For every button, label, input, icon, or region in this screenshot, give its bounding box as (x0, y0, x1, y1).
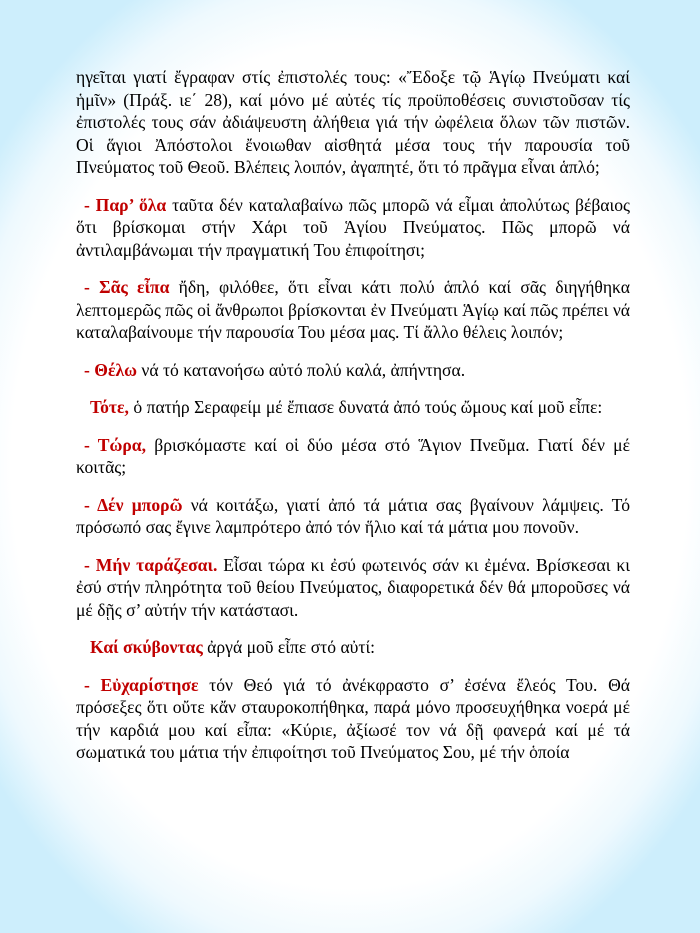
paragraph-3 (76, 276, 630, 344)
paragraph-text: ταῦτα δέν καταλαβαίνω πῶς μπορῶ νά εἶμαι ἀπολύτως βέβαιος ὅτι βρίσκομαι στήν Χάρι τοῦ Ἁγίου Πνεύματος. Πῶς μπορῶ νά ἀντιλαμβάνωμαι τήν πραγματική Του ἐπιφοίτησι; (76, 194, 631, 260)
paragraph-lead: - Τώρα, (84, 434, 147, 455)
paragraph-10 (76, 674, 630, 764)
paragraph-lead: - Σᾶς εἶπα (84, 277, 170, 297)
paragraph-4 (76, 359, 630, 382)
paragraph-2 (76, 194, 630, 262)
paragraph-lead: - Θέλω (84, 359, 137, 380)
paragraph-text: νά τό κατανοήσω αὐτό πολύ καλά, ἀπήντησα. (136, 359, 466, 380)
paragraph-lead: Τότε, (90, 397, 129, 417)
paragraph-lead: - Δέν μπορῶ (84, 494, 183, 515)
paragraph-text: βρισκόμαστε καί οἱ δύο μέσα στό Ἅγιον Πνεῦμα. Γιατί δέν μέ κοιτᾶς; (76, 434, 631, 477)
paragraph-lead: - Παρ’ ὅλα (84, 194, 167, 215)
paragraph-7 (76, 494, 630, 539)
paragraph-lead: Καί σκύβοντας (90, 637, 203, 657)
paragraph-text: ηγεῖται γιατί ἔγραφαν στίς ἐπιστολές τους: «Ἔδοξε τῷ Ἁγίῳ Πνεύματι καί ἡμῖν» (Πράξ. ιε΄ 28), καί μόνο μέ αὐτές τίς προϋποθέσεις συνιστοῦσαν τίς ἐπιστολές τους σάν ἀδιάψευστη ἀλήθεια γιά τήν ὠφέλεια ὅλων τῶν πιστῶν. Οἱ ἅγιοι Ἀπόστολοι ἔνοιωθαν αἰσθητά μέσα τους τήν παρουσία τοῦ Πνεύματος τοῦ Θεοῦ. Βλέπεις λοιπόν, ἀγαπητέ, ὅτι τό πρᾶγμα εἶναι ἁπλό; (76, 67, 630, 177)
paragraph-lead: - Εὐχαρίστησε (84, 674, 199, 695)
paragraph-1 (76, 66, 630, 179)
paragraph-lead: - Μήν ταράζεσαι. (84, 554, 218, 575)
paragraph-text: τόν Θεό γιά τό ἀνέκφραστο σ’ ἐσένα ἔλεός Του. Θά πρόσεξες ὅτι οὔτε κἄν σταυροκοπήθηκα, παρά μόνο προσευχήθηκα νοερά μέ τήν καρδιά μου καί εἶπα: «Κύριε, ἀξίωσέ τον νά δῇ φανερά καί μέ τά σωματικά του μάτια τήν ἐπιφοίτησι τοῦ Πνεύματος Σου, μέ τήν ὁποία (76, 674, 630, 762)
paragraph-text: Εἶσαι τώρα κι ἐσύ φωτεινός σάν κι ἐμένα. Βρίσκεσαι κι ἐσύ στήν πληρότητα τοῦ θείου Πνεύματος, διαφορετικά δέν θά μποροῦσες νά μέ δῇς σ’ αὐτήν τήν κατάστασι. (76, 554, 630, 620)
book-text (76, 66, 630, 779)
paragraph-8 (76, 554, 630, 622)
paragraph-text: ἀργά μοῦ εἶπε στό αὐτί: (202, 637, 376, 657)
paragraph-text: ἤδη, φιλόθεε, ὅτι εἶναι κάτι πολύ ἁπλό καί σᾶς διηγήθηκα λεπτομερῶς πῶς οἱ ἄνθρωποι βρίσκονται ἐν Πνεύματι Ἁγίῳ καί πῶς πρέπει νά καταλαβαίνουμε τήν παρουσία Του μέσα μας. Τί ἄλλο θέλεις λοιπόν; (76, 277, 630, 342)
paragraph-text: ὁ πατήρ Σεραφείμ μέ ἔπιασε δυνατά ἀπό τούς ὤμους καί μοῦ εἶπε: (128, 397, 603, 417)
paragraph-text: νά κοιτάξω, γιατί ἀπό τά μάτια σας βγαίνουν λάμψεις. Τό πρόσωπό σας ἔγινε λαμπρότερο ἀπό τόν ἥλιο καί τά μάτια μου πονοῦν. (76, 494, 631, 537)
paragraph-6 (76, 434, 630, 479)
paragraph-9 (76, 636, 630, 659)
paragraph-5 (76, 396, 630, 419)
